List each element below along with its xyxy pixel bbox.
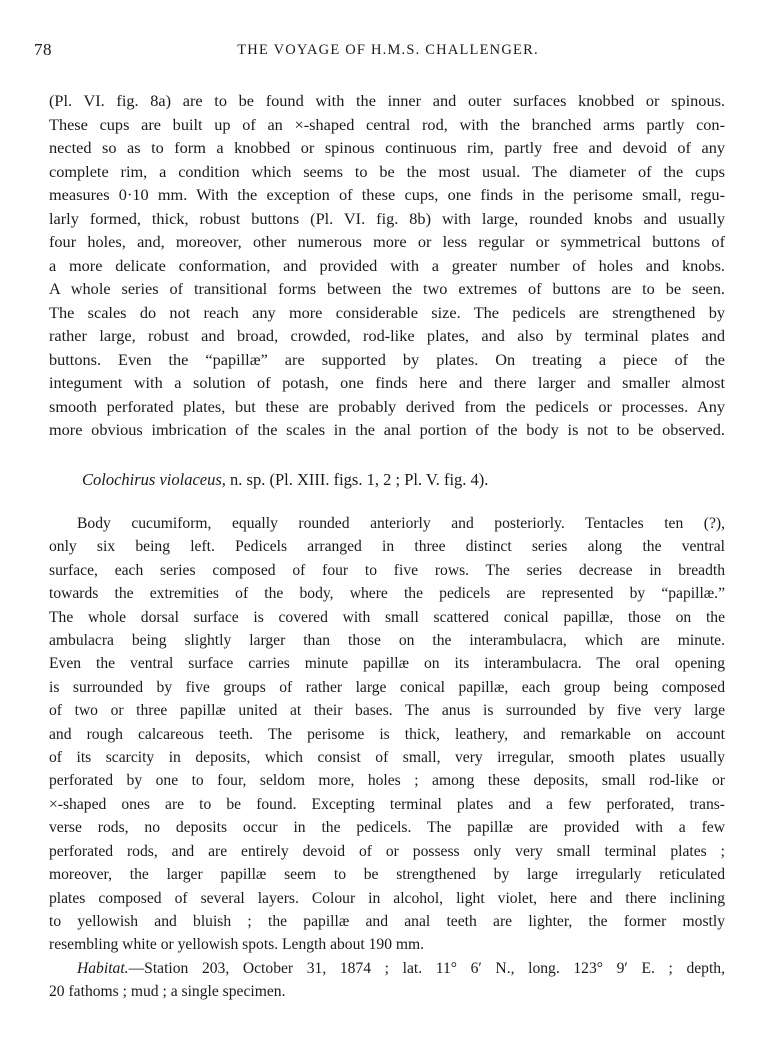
- species-reference: n. sp. (Pl. XIII. figs. 1, 2 ; Pl. V. fig. 4).: [225, 470, 489, 489]
- habitat-line: [49, 957, 725, 980]
- text-line: The whole dorsal surface is covered with small scattered conical papillæ, those on the: [49, 608, 725, 626]
- text-line: plates composed of several layers. Colour in alcohol, light violet, here and there inclining: [49, 889, 725, 907]
- text-line: smooth perforated plates, but these are probably derived from the pedicels or processes. Any: [49, 396, 725, 416]
- text-line: towards the extremities of the body, where the pedicels are represented by “papillæ.”: [49, 585, 725, 603]
- text-line: A whole series of transitional forms between the two extremes of buttons are to be seen.: [49, 279, 725, 298]
- text-line: measures 0·10 mm. With the exception of these cups, one finds in the perisome small, regu-: [49, 185, 725, 204]
- species-name: Colochirus violaceus,: [82, 470, 226, 489]
- habitat-text: —Station 203, October 31, 1874 ; lat. 11° 6′ N., long. 123° 9′ E. ; depth,: [128, 959, 725, 977]
- text-line: buttons. Even the “papillæ” are supported by plates. On treating a piece of the: [49, 349, 725, 369]
- text-line: Even the ventral surface carries minute papillæ on its interambulacra. The oral opening: [49, 655, 725, 673]
- text-line: (Pl. VI. fig. 8a) are to be found with the inner and outer surfaces knobbed or spinous.: [49, 91, 725, 110]
- text-line: nected so as to form a knobbed or spinous continuous rim, partly free and devoid of any: [49, 138, 725, 157]
- text-line: verse rods, no deposits occur in the pedicels. The papillæ are provided with a few: [49, 819, 725, 837]
- habitat-label: Habitat.: [77, 959, 129, 977]
- text-line: ×-shaped ones are to be found. Excepting terminal plates and a few perforated, trans-: [49, 795, 725, 813]
- text-line: ambulacra being slightly larger than those on the interambulacra, which are minute.: [49, 632, 725, 650]
- text-line: moreover, the larger papillæ seem to be strengthened by large irregularly reticulated: [49, 866, 725, 884]
- species-heading: [82, 470, 488, 490]
- text-line: only six being left. Pedicels arranged in three distinct series along the ventral: [49, 538, 725, 556]
- text-line: to yellowish and bluish ; the papillæ and anal teeth are lighter, the former mostly: [49, 912, 725, 930]
- text-line: more obvious imbrication of the scales in the anal portion of the body is not to be observed.: [49, 420, 725, 439]
- text-line: of its scarcity in deposits, which consist of small, very irregular, smooth plates usually: [49, 749, 725, 767]
- habitat-line-2: 20 fathoms ; mud ; a single specimen.: [49, 983, 286, 1001]
- text-line: complete rim, a condition which seems to be the most usual. The diameter of the cups: [49, 161, 725, 181]
- page-number: 78: [34, 40, 52, 59]
- text-line: four holes, and, moreover, other numerous more or less regular or symmetrical buttons of: [49, 232, 725, 251]
- text-line: rather large, robust and broad, crowded, rod-like plates, and also by terminal plates and: [49, 326, 725, 345]
- text-line: perforated by one to four, seldom more, holes ; among these deposits, small rod-like or: [49, 772, 725, 790]
- text-line: of two or three papillæ united at their bases. The anus is surrounded by five very large: [49, 702, 725, 720]
- text-line: resembling white or yellowish spots. Length about 190 mm.: [49, 936, 425, 954]
- text-line: surface, each series composed of four to five rows. The series decrease in breadth: [49, 561, 725, 579]
- paragraph-species-description: [49, 512, 725, 1004]
- text-line: a more delicate conformation, and provided with a greater number of holes and knobs.: [49, 255, 725, 275]
- text-line: These cups are built up of an ×-shaped central rod, with the branched arms partly con-: [49, 114, 725, 134]
- paragraph-pedicel-deposits: [49, 89, 725, 442]
- text-line: larly formed, thick, robust buttons (Pl. VI. fig. 8b) with large, rounded knobs and usually: [49, 208, 725, 228]
- text-line: The scales do not reach any more considerable size. The pedicels are strengthened by: [49, 302, 725, 322]
- text-line: Body cucumiform, equally rounded anteriorly and posteriorly. Tentacles ten (?),: [77, 515, 725, 532]
- running-title: THE VOYAGE OF H.M.S. CHALLENGER.: [237, 42, 539, 58]
- text-line: and rough calcareous teeth. The perisome is thick, leathery, and remarkable on account: [49, 725, 725, 743]
- text-line: perforated rods, and are entirely devoid of or possess only very small terminal plates ;: [49, 842, 725, 860]
- text-line: integument with a solution of potash, one finds here and there larger and smaller almost: [49, 373, 725, 392]
- text-line: is surrounded by five groups of rather large conical papillæ, each group being composed: [49, 678, 725, 696]
